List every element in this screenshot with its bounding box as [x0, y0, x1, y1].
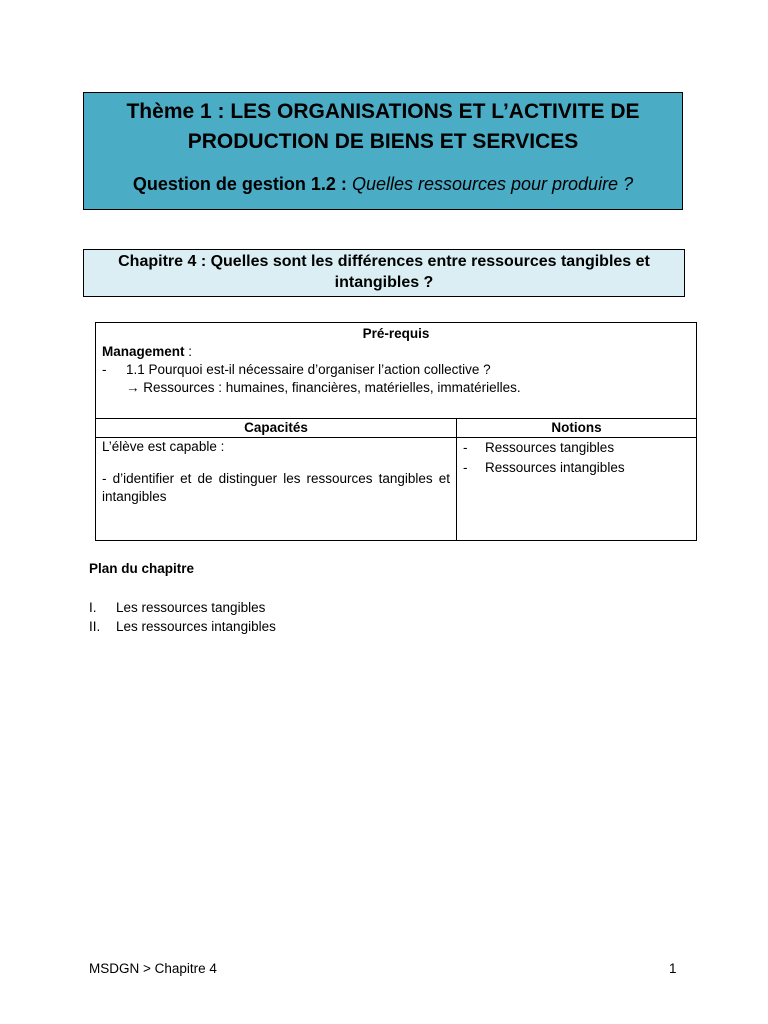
notions-header: Notions	[457, 419, 697, 438]
theme-box	[83, 92, 683, 210]
plan-item-number: II.	[89, 619, 101, 634]
prerequis-item-dash: -	[102, 362, 107, 377]
plan-item	[89, 617, 276, 636]
prerequis-cell	[96, 323, 697, 419]
prerequis-subject	[102, 343, 690, 361]
question-de-gestion	[84, 173, 682, 195]
prerequis-sub-item-text: Ressources : humaines, financières, matérielles, immatérielles.	[143, 380, 521, 395]
notion-text: Ressources intangibles	[485, 460, 625, 475]
capacites-item: - d’identifier et de distinguer les ressources tangibles et intangibles	[102, 471, 450, 504]
question-text: Quelles ressources pour produire ?	[351, 174, 634, 194]
prerequis-sub-item	[102, 379, 690, 397]
prerequis-table	[95, 322, 697, 541]
plan-list	[89, 598, 276, 636]
page-number: 1	[669, 961, 677, 976]
theme-title-line2: PRODUCTION DE BIENS ET SERVICES	[187, 130, 579, 153]
capacites-intro: L’élève est capable :	[102, 439, 225, 454]
capacites-cell	[96, 438, 457, 541]
prerequis-title: Pré-requis	[362, 326, 430, 341]
notion-dash: -	[463, 460, 468, 475]
prerequis-subject-suffix: :	[184, 344, 193, 359]
notion-item	[463, 438, 690, 458]
question-label: Question de gestion 1.2 :	[132, 174, 347, 194]
theme-title	[84, 97, 682, 157]
prerequis-subject-label: Management	[102, 344, 185, 359]
plan-item-number: I.	[89, 600, 97, 615]
notion-dash: -	[463, 440, 468, 455]
plan-item-text: Les ressources tangibles	[116, 600, 266, 615]
notion-text: Ressources tangibles	[485, 440, 615, 455]
prerequis-item	[102, 361, 690, 379]
plan-title: Plan du chapitre	[89, 561, 195, 576]
chapter-title-box	[83, 249, 685, 297]
notions-cell	[457, 438, 697, 541]
plan-item	[89, 598, 276, 617]
notion-item	[463, 458, 690, 478]
capacites-header: Capacités	[96, 419, 457, 438]
footer-left: MSDGN > Chapitre 4	[89, 961, 217, 976]
theme-title-line1: Thème 1 : LES ORGANISATIONS ET L’ACTIVITE DE	[126, 100, 640, 123]
prerequis-item-text: 1.1 Pourquoi est-il nécessaire d’organiser l’action collective ?	[126, 362, 491, 377]
plan-item-text: Les ressources intangibles	[116, 619, 276, 634]
chapter-title: Chapitre 4 : Quelles sont les différences entre ressources tangibles et intangibles ?	[118, 253, 650, 291]
arrow-right-icon: →	[126, 380, 140, 395]
